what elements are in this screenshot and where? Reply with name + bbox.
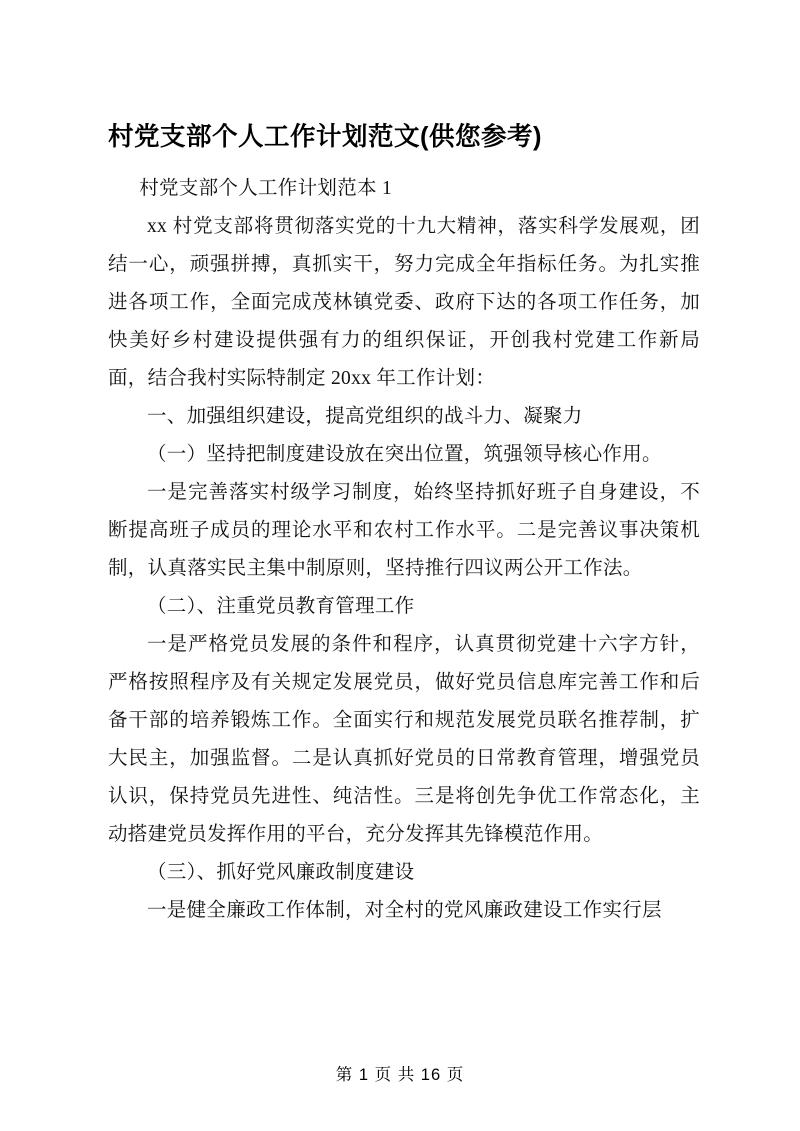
page-footer: 第 1 页 共 16 页: [335, 1066, 465, 1084]
paragraph-8: 一是健全廉政工作体制，对全村的党风廉政建设工作实行层: [147, 900, 662, 922]
paragraph-1: xx 村党支部将贯彻落实党的十九大精神，落实科学发展观，团结一心，顽强拼搏，真抓实干，努力完成全年指标任务。为扎实推进各项工作，全面完成茂林镇党委、政府下达的各项工作任务，加快美好乡村建设提供强有力的组织保证，开创我村党建工作新局面，结合我村实际特制定 20xx 年工作计划：: [108, 216, 700, 390]
paragraph-subtitle: 村党支部个人工作计划范本 1: [139, 178, 393, 200]
paragraph-7: （三）、抓好党风廉政制度建设: [147, 862, 415, 884]
paragraph-3: （一）坚持把制度建设放在突出位置，筑强领导核心作用。: [147, 444, 662, 466]
paragraph-4: 一是完善落实村级学习制度，始终坚持抓好班子自身建设，不断提高班子成员的理论水平和农村工作水平。二是完善议事决策机制，认真落实民主集中制原则，坚持推行四议两公开工作法。: [108, 482, 700, 580]
paragraph-2: 一、加强组织建设，提高党组织的战斗力、凝聚力: [147, 406, 583, 428]
document-body: [108, 118, 700, 930]
paragraph-6: 一是严格党员发展的条件和程序，认真贯彻党建十六字方针，严格按照程序及有关规定发展党员，做好党员信息库完善工作和后备干部的培养锻炼工作。全面实行和规范发展党员联名推荐制，扩大民主，加强监督。二是认真抓好党员的日常教育管理，增强党员认识，保持党员先进性、纯洁性。三是将创先争优工作常态化，主动搭建党员发挥作用的平台，充分发挥其先锋模范作用。: [108, 634, 700, 846]
page-title: 村党支部个人工作计划范文(供您参考): [108, 123, 542, 151]
paragraph-5: （二）、注重党员教育管理工作: [147, 596, 415, 618]
